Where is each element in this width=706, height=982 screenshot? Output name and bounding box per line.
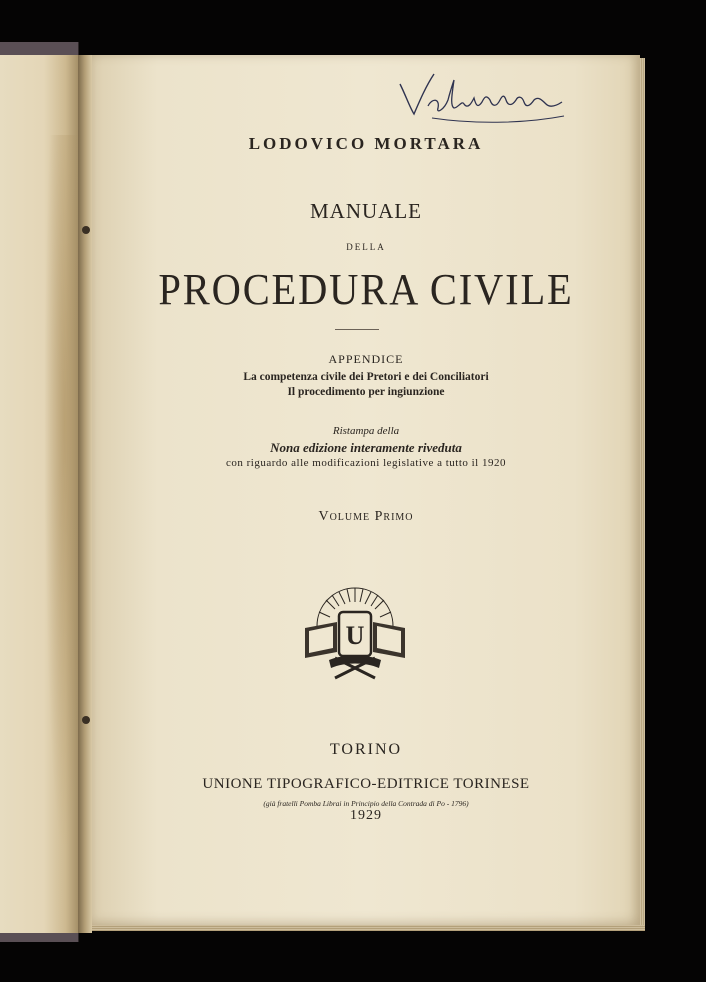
facing-page xyxy=(0,55,80,933)
appendice-line-1: La competenza civile dei Pretori e dei Conciliatori xyxy=(243,371,489,383)
binding-stitch xyxy=(82,226,90,234)
svg-text:U: U xyxy=(345,621,365,650)
page-block-edge xyxy=(640,58,645,926)
title-manuale: MANUALE xyxy=(310,199,422,223)
title-divider xyxy=(335,329,379,330)
appendice-line-2: Il procedimento per ingiunzione xyxy=(287,386,445,398)
appendice-heading: APPENDICE xyxy=(328,352,404,366)
edition-title: Nona edizione interamente riveduta xyxy=(270,440,462,455)
title-page xyxy=(92,55,640,927)
author-name: LODOVICO MORTARA xyxy=(248,134,484,153)
title-della: DELLA xyxy=(346,242,386,252)
handwritten-signature xyxy=(392,66,572,136)
main-title: PROCEDURA CIVILE xyxy=(158,265,574,314)
publisher-name: UNIONE TIPOGRAFICO-EDITRICE TORINESE xyxy=(202,776,530,792)
volume-label: Volume Primo xyxy=(318,509,414,524)
publisher-note: (già fratelli Pomba Librai in Principio della Contrada di Po - 1796) xyxy=(263,799,469,808)
publisher-city: TORINO xyxy=(329,741,403,758)
page-block-bottom xyxy=(92,925,645,931)
book-gutter xyxy=(78,55,92,933)
edition-note: con riguardo alle modificazioni legislative a tutto il 1920 xyxy=(226,457,506,469)
publisher-emblem-icon xyxy=(299,582,411,682)
publication-year: 1929 xyxy=(350,808,382,823)
binding-stitch xyxy=(82,716,90,724)
ristampa-label: Ristampa della xyxy=(332,425,400,437)
